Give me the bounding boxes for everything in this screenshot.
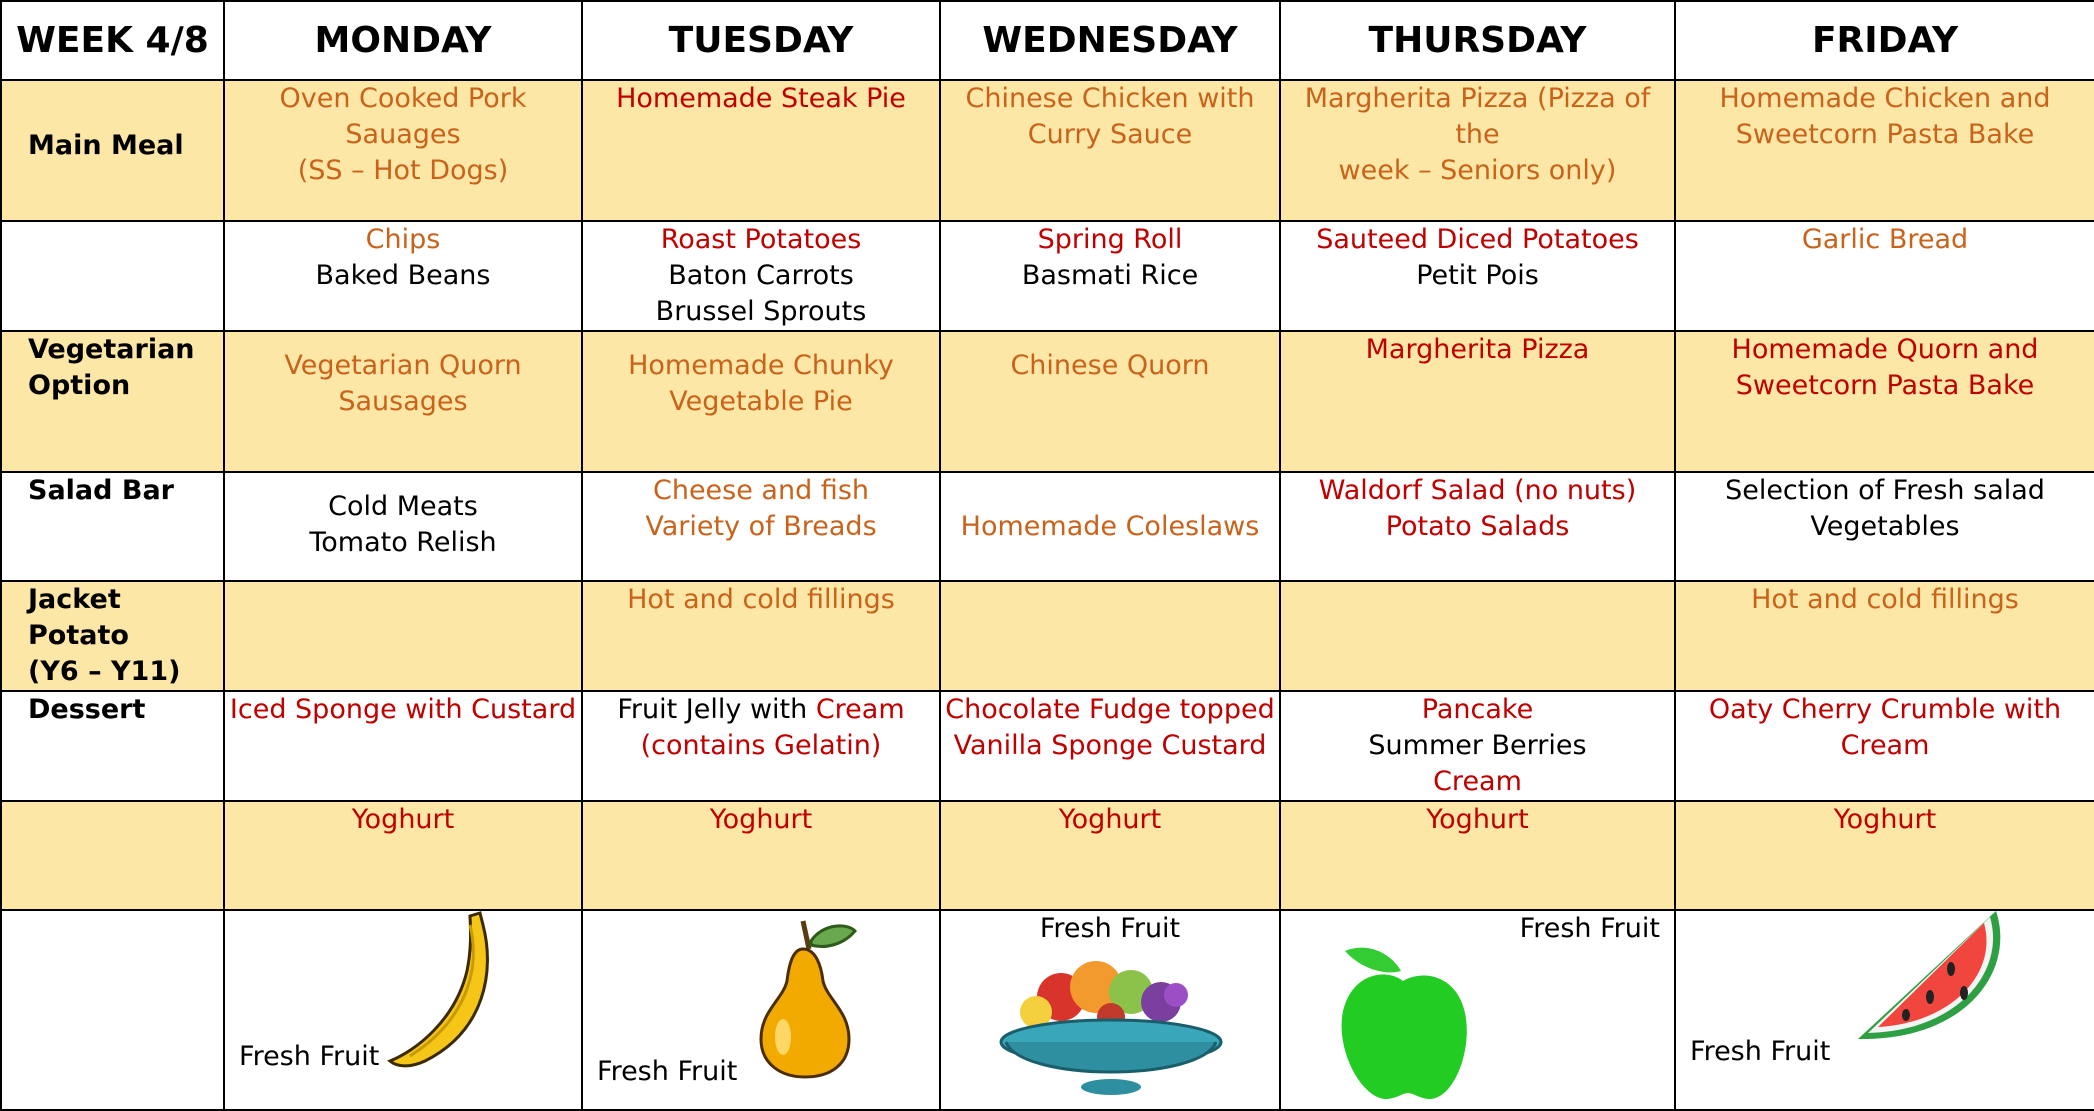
cell: Cold Meats Tomato Relish — [224, 472, 582, 581]
cell: Vegetarian Quorn Sausages — [224, 331, 582, 472]
cell: Homemade Chicken and Sweetcorn Pasta Bake — [1675, 80, 2094, 221]
row-sides — [1, 221, 2094, 331]
cell — [940, 581, 1280, 691]
pear-icon — [753, 919, 863, 1079]
cell: Selection of Fresh salad Vegetables — [1675, 472, 2094, 581]
cell: Margherita Pizza (Pizza of the week – Seniors only) — [1280, 80, 1675, 221]
cell — [1675, 910, 2094, 1110]
cell: Waldorf Salad (no nuts) Potato Salads — [1280, 472, 1675, 581]
label-empty — [1, 801, 224, 910]
week-label: WEEK 4/8 — [1, 1, 224, 80]
fruit-label: Fresh Fruit — [1039, 913, 1181, 944]
day-monday: MONDAY — [224, 1, 582, 80]
row-vegetarian — [1, 331, 2094, 472]
cell: Yoghurt — [1675, 801, 2094, 910]
cell: Homemade Chunky Vegetable Pie — [582, 331, 940, 472]
cell: Yoghurt — [940, 801, 1280, 910]
cell: Chinese Chicken with Curry Sauce — [940, 80, 1280, 221]
label-vegetarian: Vegetarian Option — [1, 331, 224, 472]
cell: Homemade Coleslaws — [940, 472, 1280, 581]
fruit-label: Fresh Fruit — [1519, 913, 1660, 944]
label-jacket-potato: Jacket Potato (Y6 – Y11) — [1, 581, 224, 691]
fruit-label: Fresh Fruit — [239, 1041, 380, 1072]
day-tuesday: TUESDAY — [582, 1, 940, 80]
label-empty — [1, 221, 224, 331]
cell: Chocolate Fudge topped Vanilla Sponge Custard — [940, 691, 1280, 801]
cell — [224, 910, 582, 1110]
cell — [1280, 581, 1675, 691]
cell — [224, 581, 582, 691]
cell: Oven Cooked Pork Sauages (SS – Hot Dogs) — [224, 80, 582, 221]
cell: Fruit Jelly with Cream (contains Gelatin) — [582, 691, 940, 801]
cell — [940, 910, 1280, 1110]
cell: Cheese and fish Variety of Breads — [582, 472, 940, 581]
day-wednesday: WEDNESDAY — [940, 1, 1280, 80]
label-dessert: Dessert — [1, 691, 224, 801]
cell: Pancake Summer Berries Cream — [1280, 691, 1675, 801]
cell: Hot and cold fillings — [582, 581, 940, 691]
row-salad-bar — [1, 472, 2094, 581]
row-yoghurt — [1, 801, 2094, 910]
fruit-label: Fresh Fruit — [1690, 1036, 1831, 1067]
cell: Iced Sponge with Custard — [224, 691, 582, 801]
banana-icon — [385, 911, 495, 1071]
cell: Yoghurt — [224, 801, 582, 910]
cell: Sauteed Diced Potatoes Petit Pois — [1280, 221, 1675, 331]
cell: Spring Roll Basmati Rice — [940, 221, 1280, 331]
cell: Yoghurt — [1280, 801, 1675, 910]
row-dessert — [1, 691, 2094, 801]
row-jacket-potato — [1, 581, 2094, 691]
row-main-meal — [1, 80, 2094, 221]
watermelon-icon — [1846, 911, 2016, 1061]
apple-icon — [1333, 941, 1473, 1106]
cell: Chinese Quorn — [940, 331, 1280, 472]
cell: Homemade Quorn and Sweetcorn Pasta Bake — [1675, 331, 2094, 472]
cell: Hot and cold fillings — [1675, 581, 2094, 691]
cell: Margherita Pizza — [1280, 331, 1675, 472]
cell: Homemade Steak Pie — [582, 80, 940, 221]
cell: Chips Baked Beans — [224, 221, 582, 331]
fruit-bowl-icon — [991, 947, 1231, 1107]
cell — [582, 910, 940, 1110]
day-friday: FRIDAY — [1675, 1, 2094, 80]
cell — [1280, 910, 1675, 1110]
day-thursday: THURSDAY — [1280, 1, 1675, 80]
label-salad-bar: Salad Bar — [1, 472, 224, 581]
row-fresh-fruit — [1, 910, 2094, 1110]
cell: Roast Potatoes Baton Carrots Brussel Sprouts — [582, 221, 940, 331]
label-empty — [1, 910, 224, 1110]
label-main-meal: Main Meal — [1, 80, 224, 221]
fruit-label: Fresh Fruit — [597, 1056, 738, 1087]
cell: Yoghurt — [582, 801, 940, 910]
cell: Oaty Cherry Crumble with Cream — [1675, 691, 2094, 801]
cell: Garlic Bread — [1675, 221, 2094, 331]
